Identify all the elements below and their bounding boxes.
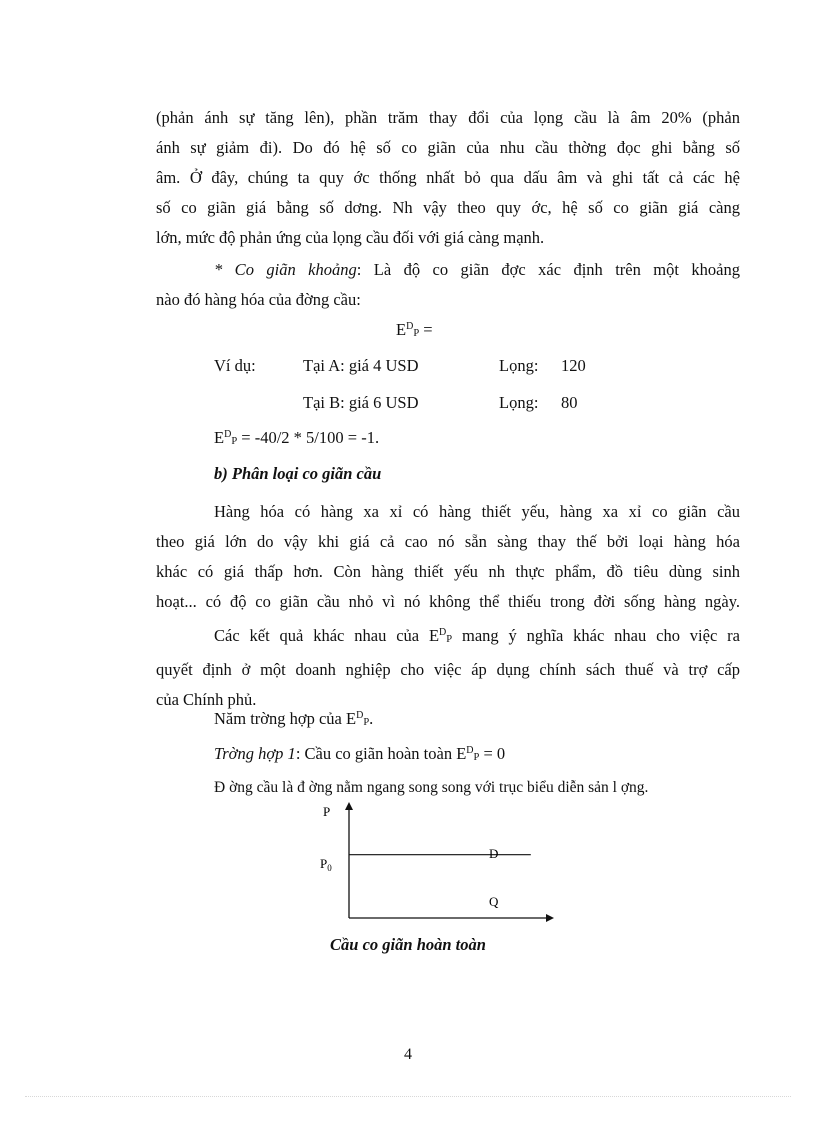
example-label: Ví dụ:	[214, 356, 256, 375]
x-axis-label: Q	[489, 894, 499, 909]
paragraph-line: số co giãn giá bằng số dơng. Nh vậy theo quy ớc, hệ số co giãn giá càng	[156, 198, 740, 217]
arc-elasticity-label: * Co giãn khoảng	[214, 260, 357, 279]
page-number: 4	[404, 1046, 412, 1063]
arc-elasticity-line-2: nào đó hàng hóa của đờng cầu:	[156, 290, 361, 309]
example-qty-label-b: Lọng:	[499, 393, 539, 412]
paragraph-line: khác có giá thấp hơn. Còn hàng thiết yếu nh thực phẩm, đồ tiêu dùng sinh	[156, 562, 740, 581]
perfectly-elastic-demand-chart	[300, 800, 580, 940]
paragraph-3	[156, 618, 740, 715]
paragraph-line: của Chính phủ.	[156, 690, 257, 709]
y-tick-label: $P_0$	[320, 856, 332, 873]
paragraph-line: ánh sự giảm đi). Do đó hệ số co giãn của nhu cầu thờng đọc ghi bằng số	[156, 138, 740, 157]
arc-elasticity-text: : Là độ co giãn đợc xác định trên một khoảng	[356, 260, 740, 279]
example-qty-b: 80	[561, 393, 578, 412]
paragraph-1	[156, 103, 740, 253]
paragraph-line: hoạt... có độ co giãn cầu nhỏ vì nó không thể thiếu trong đời sống hàng ngày.	[156, 592, 740, 611]
paragraph-line: (phản ánh sự tăng lên), phần trăm thay đổi của lọng cầu là âm 20% (phản	[156, 108, 740, 127]
section-b-heading: b) Phân loại co giãn cầu	[214, 464, 382, 483]
arc-elasticity-line	[156, 255, 740, 285]
paragraph-2	[156, 497, 740, 617]
example-qty-label-a: Lọng:	[499, 356, 539, 375]
elasticity-formula: $E^DP$ =	[396, 320, 433, 339]
five-cases-line: Năm trờng hợp của $E^DP$.	[214, 709, 374, 728]
example-result: $E^DP = -40/2 * 5/100 = -1$.	[214, 428, 380, 447]
paragraph-line: Các kết quả khác nhau của $E^DP$ mang ý nghĩa khác nhau cho việc ra	[214, 626, 740, 645]
y-axis-label: P	[323, 804, 331, 819]
example-qty-a: 120	[561, 356, 586, 375]
case-1-label: Trờng hợp 1	[214, 744, 296, 763]
paragraph-line: theo giá lớn do vậy khi giá cả cao nó sẵn sàng thay thế bởi loại hàng hóa	[156, 532, 740, 551]
example-point-a: Tại A: giá 4 USD	[303, 356, 419, 375]
demand-series-label: D	[489, 846, 499, 861]
paragraph-line: âm. Ở đây, chúng ta quy ớc thống nhất bỏ qua dấu âm và ghi tất cả các hệ	[156, 168, 740, 187]
paragraph-line: quyết định ở một doanh nghiệp cho việc áp dụng chính sách thuế và trợ cấp	[156, 660, 740, 679]
chart-caption: Cầu co giãn hoàn toàn	[330, 935, 486, 954]
case-1-line: Trờng hợp 1: Cầu co giãn hoàn toàn $E^DP = 0$	[214, 744, 506, 763]
paragraph-line: lớn, mức độ phản ứng của lọng cầu đối với giá càng mạnh.	[156, 228, 545, 247]
example-point-b: Tại B: giá 6 USD	[303, 393, 419, 412]
case-1-description: Đ ờng cầu là đ ờng nằm ngang song song với trục biểu diễn sản l ợng.	[214, 779, 649, 796]
paragraph-line: Hàng hóa có hàng xa xỉ có hàng thiết yếu, hàng xa xỉ co giãn cầu	[214, 502, 740, 521]
arc-elasticity-paragraph	[156, 255, 740, 315]
footer-divider	[25, 1096, 791, 1097]
